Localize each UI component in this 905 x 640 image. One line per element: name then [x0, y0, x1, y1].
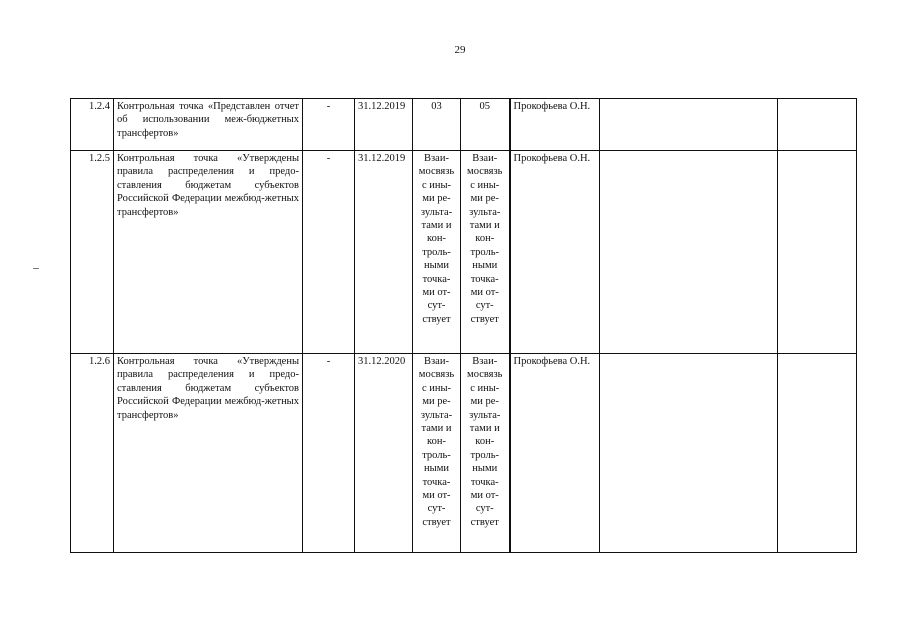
value-line: тами и — [469, 423, 500, 435]
value-line: Взаи- — [424, 153, 449, 164]
dash-cell: - — [303, 99, 355, 151]
table-row — [71, 151, 857, 354]
value-line: кон- — [475, 436, 495, 448]
value-line: с ины- — [421, 179, 452, 191]
value-line: зульта- — [469, 206, 501, 218]
responsible-person: Прокофьева О.Н. — [510, 99, 600, 151]
responsible-person: Прокофьева О.Н. — [510, 354, 600, 553]
row-number: 1.2.6 — [71, 354, 114, 553]
control-point-name: Контрольная точка «Утверждены правила распределения и предо-ставления бюджетам субъектов Российской Федерации межбюд-жетных трансфертов» — [114, 151, 303, 354]
deadline-date: 31.12.2019 — [355, 99, 413, 151]
value-line: зульта- — [469, 409, 501, 421]
empty-cell — [778, 99, 857, 151]
empty-cell — [600, 354, 778, 553]
value-line: ми ре- — [422, 396, 451, 408]
value-line: точка- — [470, 273, 499, 285]
row-number: 1.2.5 — [71, 151, 114, 354]
control-point-name: Контрольная точка «Представлен отчет об использовании меж-бюджетных трансфертов» — [114, 99, 303, 151]
empty-cell — [600, 99, 778, 151]
value-cell-2 — [461, 151, 510, 354]
table-row — [71, 99, 857, 151]
value-line: тами и — [421, 423, 452, 435]
value-line: мосвязь — [418, 369, 455, 381]
value-line: ми от- — [422, 287, 451, 299]
value-line: троль- — [470, 246, 500, 258]
value-line: мосвязь — [467, 166, 503, 178]
value-line: троль- — [422, 449, 451, 461]
empty-cell — [600, 151, 778, 354]
value-line: троль- — [422, 246, 451, 258]
value-line: сут- — [475, 503, 494, 515]
value-line: ми от- — [422, 490, 451, 502]
value-line: ными — [424, 463, 449, 475]
value-cell-1 — [413, 151, 461, 354]
value-line: мосвязь — [418, 166, 455, 178]
value-cell-1 — [413, 99, 461, 151]
dash-cell: - — [303, 151, 355, 354]
dash-cell: - — [303, 354, 355, 553]
value-line: 03 — [431, 101, 442, 112]
value-line: Взаи- — [472, 153, 498, 164]
control-point-name: Контрольная точка «Утверждены правила распределения и предо-ставления бюджетам субъектов Российской Федерации межбюд-жетных трансфертов» — [114, 354, 303, 553]
value-line: ными — [472, 463, 498, 475]
row-number: 1.2.4 — [71, 99, 114, 151]
table-row — [71, 354, 857, 553]
value-line: зульта- — [420, 206, 453, 218]
value-line: с ины- — [421, 382, 452, 394]
value-line: сут- — [475, 300, 494, 312]
value-line: кон- — [427, 436, 446, 448]
value-line: с ины- — [470, 382, 500, 394]
value-line: Взаи- — [472, 356, 498, 367]
value-line: ми от- — [470, 287, 499, 299]
responsible-person: Прокофьева О.Н. — [510, 151, 600, 354]
value-line: ствует — [422, 516, 451, 528]
value-line: ми ре- — [470, 396, 499, 408]
value-line: тами и — [469, 220, 500, 232]
value-line: троль- — [470, 449, 500, 461]
value-line: 05 — [479, 101, 490, 112]
value-line: с ины- — [470, 179, 500, 191]
value-line: точка- — [422, 476, 451, 488]
margin-mark — [33, 268, 39, 269]
value-line: ствует — [470, 516, 499, 528]
value-line: ными — [472, 260, 498, 272]
value-line: ми ре- — [422, 193, 451, 205]
page-number: 29 — [454, 44, 466, 56]
value-line: Взаи- — [424, 356, 449, 367]
value-line: тами и — [421, 220, 452, 232]
value-cell-1 — [413, 354, 461, 553]
value-line: ствует — [422, 313, 451, 325]
value-line: зульта- — [420, 409, 453, 421]
value-cell-2 — [461, 99, 510, 151]
value-line: мосвязь — [467, 369, 503, 381]
value-line: ми ре- — [470, 193, 499, 205]
value-line: ми от- — [470, 490, 499, 502]
value-cell-2 — [461, 354, 510, 553]
value-line: кон- — [475, 233, 495, 245]
deadline-date: 31.12.2019 — [355, 151, 413, 354]
value-line: сут- — [427, 300, 446, 312]
deadline-date: 31.12.2020 — [355, 354, 413, 553]
value-line: сут- — [427, 503, 446, 515]
control-points-table — [70, 98, 857, 553]
empty-cell — [778, 354, 857, 553]
empty-cell — [778, 151, 857, 354]
value-line: ными — [424, 260, 449, 272]
value-line: точка- — [422, 273, 451, 285]
value-line: кон- — [427, 233, 446, 245]
value-line: ствует — [470, 313, 499, 325]
value-line: точка- — [470, 476, 499, 488]
